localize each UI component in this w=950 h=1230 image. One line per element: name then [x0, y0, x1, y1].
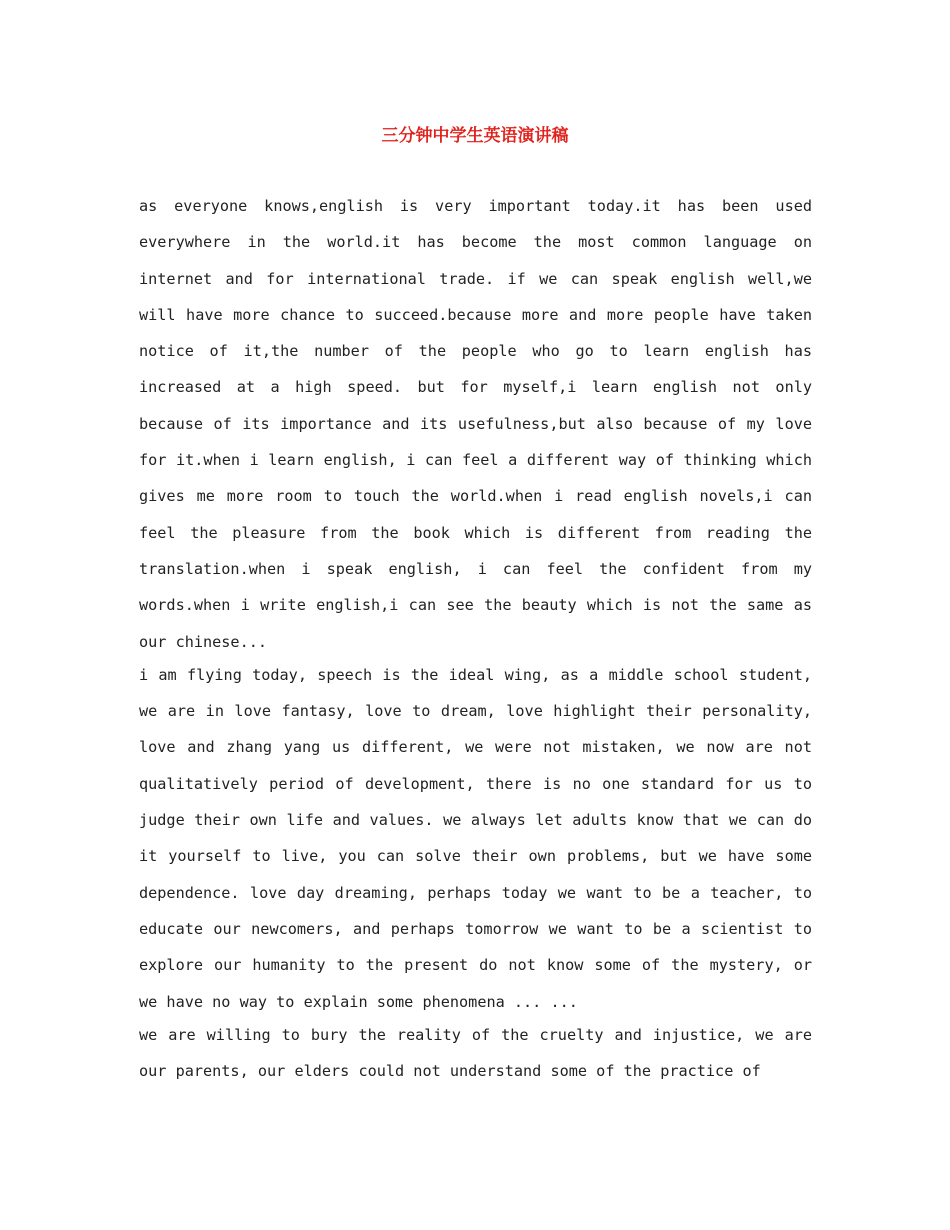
- document-body: [139, 188, 812, 1090]
- document-title: 三分钟中学生英语演讲稿: [381, 126, 569, 146]
- paragraph: we are willing to bury the reality of the cruelty and injustice, we are our parents, our elders could not understand some of the practice of: [139, 1025, 812, 1081]
- paragraph: as everyone knows,english is very important today.it has been used everywhere in the world.it has become the most common language on internet and for international trade. if we can speak english well,we will have more chance to succeed.because more and more people have taken notice of it,the number of the people who go to learn english has increased at a high speed. but for myself,i learn english not only because of its importance and its usefulness,but also because of my love for it.when i learn english, i can feel a different way of thinking which gives me more room to touch the world.when i read english novels,i can feel the pleasure from the book which is different from reading the translation.when i speak english, i can feel the confident from my words.when i write english,i can see the beauty which is not the same as our chinese...: [139, 197, 812, 651]
- paragraph: i am flying today, speech is the ideal wing, as a middle school student, we are in love fantasy, love to dream, love highlight their personality, love and zhang yang us different, we were not mistaken, we now are not qualitatively period of development, there is no one standard for us to judge their own life and values. we always let adults know that we can do it yourself to live, you can solve their own problems, but we have some dependence. love day dreaming, perhaps today we want to be a teacher, to educate our newcomers, and perhaps tomorrow we want to be a scientist to explore our humanity to the present do not know some of the mystery, or we have no way to explain some phenomena ... ...: [139, 665, 812, 1011]
